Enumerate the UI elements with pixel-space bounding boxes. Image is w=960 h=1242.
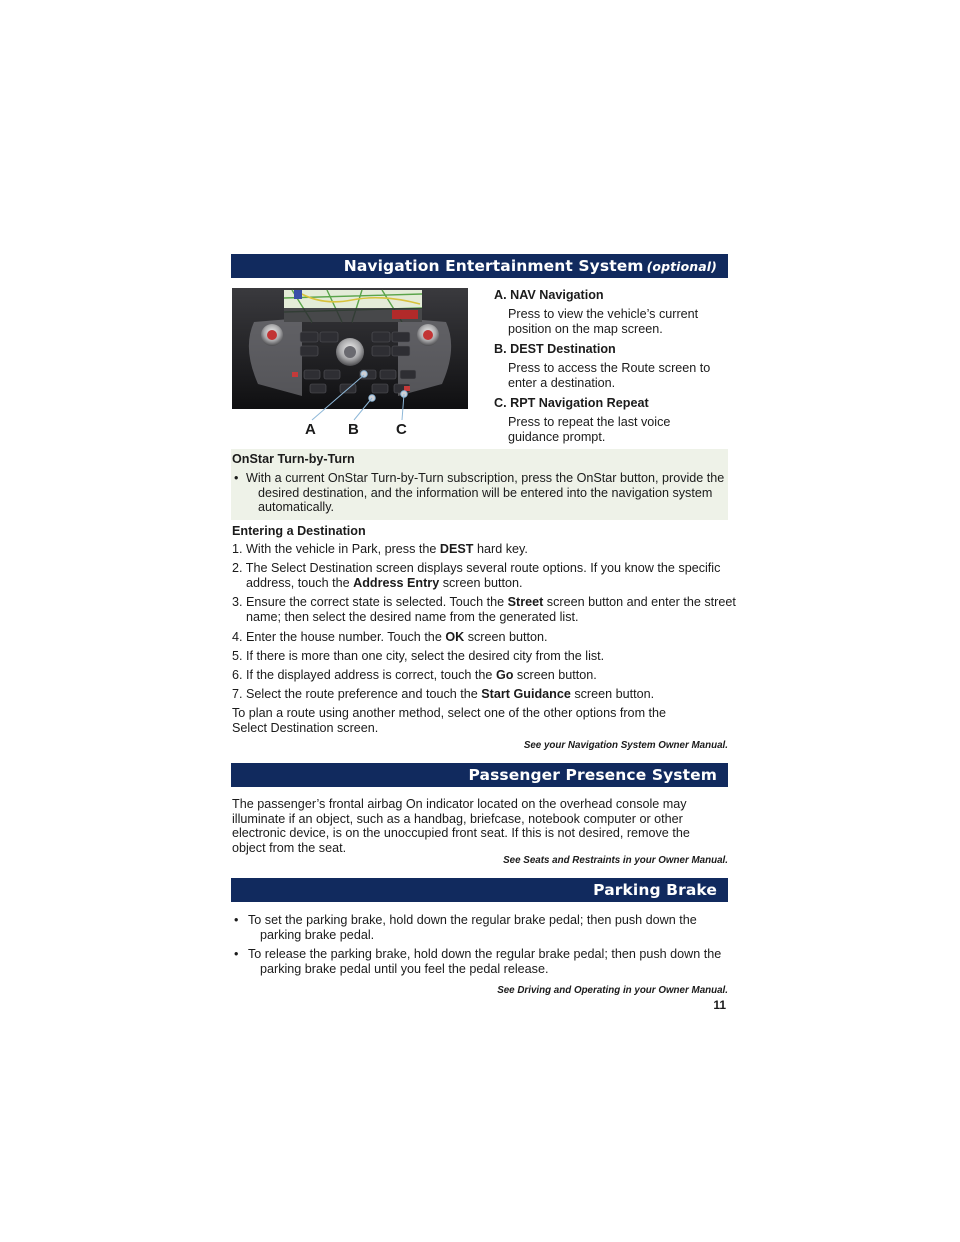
onstar-bullet: • xyxy=(234,471,239,485)
nav-item-c-text: Press to repeat the last voice guidance prompt. xyxy=(508,415,671,444)
onstar-text: With a current OnStar Turn-by-Turn subscription, press the OnStar button, provide the desired destination, and the information will be entered into the navigation system automatically. xyxy=(246,471,725,515)
step-1-bold: DEST xyxy=(439,542,474,556)
pps-section-title: Passenger Presence System xyxy=(468,766,717,784)
callout-c: C xyxy=(396,421,407,438)
parking-section-title: Parking Brake xyxy=(593,881,717,899)
step-7 xyxy=(232,687,722,702)
step-7-num: 7. xyxy=(232,687,243,701)
step-3-post: screen button and enter the street name; then select the desired name from the generated list. xyxy=(246,595,736,624)
pps-section-banner xyxy=(231,763,728,787)
nav-see-manual: See your Navigation System Owner Manual. xyxy=(523,740,728,751)
nav-item-b-label: B. DEST Destination xyxy=(494,342,616,356)
onstar-title: OnStar Turn-by-Turn xyxy=(232,452,355,466)
parking-bullet-1: • xyxy=(234,913,239,927)
plan-route-text: To plan a route using another method, select one of the other options from the Select Destination screen. xyxy=(232,706,667,735)
step-3-pre: Ensure the correct state is selected. Touch the xyxy=(246,595,508,609)
parking-item-1: To set the parking brake, hold down the regular brake pedal; then push down the parking brake pedal. xyxy=(248,913,697,942)
step-4 xyxy=(232,630,722,645)
step-4-bold: OK xyxy=(445,630,465,644)
step-2-pre: The Select Destination screen displays several route options. If you know the specific address, touch the xyxy=(245,561,721,590)
entering-title: Entering a Destination xyxy=(232,524,366,538)
step-2 xyxy=(232,561,736,590)
step-3 xyxy=(232,595,736,624)
parking-bullet-2: • xyxy=(234,947,239,961)
step-5 xyxy=(232,649,722,664)
parking-item-2: To release the parking brake, hold down the regular brake pedal; then push down the parking brake pedal until you feel the pedal release. xyxy=(248,947,722,976)
pps-see-manual: See Seats and Restraints in your Owner Manual. xyxy=(503,855,728,866)
step-6-bold: Go xyxy=(495,668,514,682)
step-6-pre: If the displayed address is correct, touch the xyxy=(246,668,496,682)
nav-section-banner xyxy=(231,254,728,278)
step-1-pre: With the vehicle in Park, press the xyxy=(246,542,440,556)
step-7-post: screen button. xyxy=(570,687,655,701)
nav-item-a-label: A. NAV Navigation xyxy=(494,288,604,302)
step-2-num: 2. xyxy=(232,561,243,575)
callout-leaders xyxy=(300,370,420,425)
step-5-pre: If there is more than one city, select the desired city from the list. xyxy=(246,649,605,663)
pps-text: The passenger’s frontal airbag On indicator located on the overhead console may illuminate if an object, such as a handbag, briefcase, notebook computer or other electronic device, is on the unoccupied front seat. If this is not desired, remove the object from the seat. xyxy=(232,797,690,855)
callout-a: A xyxy=(305,421,316,438)
step-7-pre: Select the route preference and touch the xyxy=(246,687,482,701)
parking-see-manual: See Driving and Operating in your Owner Manual. xyxy=(497,985,728,996)
callout-b: B xyxy=(348,421,359,438)
step-2-post: screen button. xyxy=(439,575,523,590)
nav-item-a-text: Press to view the vehicle’s current position on the map screen. xyxy=(508,307,699,336)
step-5-num: 5. xyxy=(232,649,243,663)
parking-section-banner xyxy=(231,878,728,902)
step-6-post: screen button. xyxy=(513,668,597,682)
step-1-post: hard key. xyxy=(473,542,528,556)
step-4-pre: Enter the house number. Touch the xyxy=(246,630,446,644)
step-7-bold: Start Guidance xyxy=(481,687,571,701)
nav-item-b-text: Press to access the Route screen to enter a destination. xyxy=(508,361,711,390)
step-1-num: 1. xyxy=(232,542,243,556)
step-6 xyxy=(232,668,722,683)
nav-optional-tag: (optional) xyxy=(646,259,717,274)
step-3-bold: Street xyxy=(507,595,544,609)
step-2-bold: Address Entry xyxy=(353,575,440,590)
step-4-num: 4. xyxy=(232,630,243,644)
page-number: 11 xyxy=(713,998,726,1012)
step-1 xyxy=(232,542,722,557)
step-6-num: 6. xyxy=(232,668,243,682)
nav-item-c-label: C. RPT Navigation Repeat xyxy=(494,396,649,410)
step-4-post: screen button. xyxy=(464,630,548,644)
nav-section-title: Navigation Entertainment System xyxy=(343,257,644,275)
step-3-num: 3. xyxy=(232,595,243,609)
